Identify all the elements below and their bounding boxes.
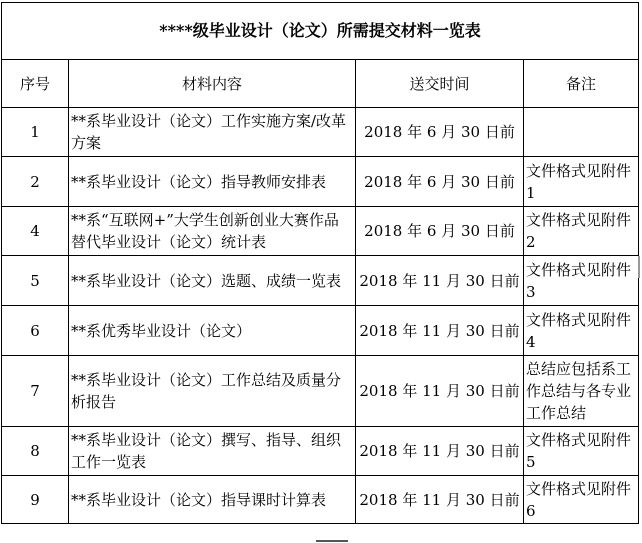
row-note: 总结应包括系工作总结与各专业工作总结: [524, 356, 639, 427]
row-note: 文件格式见附件 2: [524, 207, 639, 256]
table-title: ****级毕业设计（论文）所需提交材料一览表: [2, 3, 639, 60]
table-row: [2, 207, 639, 256]
row-deadline: 2018 年 11 月 30 日前: [356, 427, 524, 476]
header-row: [2, 60, 639, 108]
row-note: 文件格式见附件 6: [524, 476, 639, 524]
table-row: [2, 108, 639, 157]
row-seq: 9: [2, 476, 69, 524]
row-note: 文件格式见附件 3: [524, 256, 639, 306]
title-row: [2, 3, 639, 60]
header-deadline: 送交时间: [356, 60, 524, 108]
row-material: **系毕业设计（论文）工作实施方案/改革方案: [69, 108, 356, 157]
materials-table: [1, 2, 639, 524]
row-note: 文件格式见附件 1: [524, 157, 639, 207]
row-material: **系毕业设计（论文）工作总结及质量分析报告: [69, 356, 356, 427]
row-seq: 6: [2, 306, 69, 356]
table-row: [2, 356, 639, 427]
row-seq: 5: [2, 256, 69, 306]
table-row: [2, 256, 639, 306]
row-seq: 7: [2, 356, 69, 427]
table-row: [2, 306, 639, 356]
row-deadline: 2018 年 6 月 30 日前: [356, 207, 524, 256]
row-note: 文件格式见附件 5: [524, 427, 639, 476]
row-seq: 1: [2, 108, 69, 157]
row-material: **系毕业设计（论文）指导课时计算表: [69, 476, 356, 524]
header-material: 材料内容: [69, 60, 356, 108]
row-seq: 8: [2, 427, 69, 476]
row-note: 文件格式见附件 4: [524, 306, 639, 356]
row-material: **系毕业设计（论文）指导教师安排表: [69, 157, 356, 207]
row-seq: 4: [2, 207, 69, 256]
row-material: **系优秀毕业设计（论文）: [69, 306, 356, 356]
table-row: [2, 157, 639, 207]
row-material: **系“互联网+”大学生创新创业大赛作品替代毕业设计（论文）统计表: [69, 207, 356, 256]
page-edge-mark: [638, 256, 640, 278]
row-deadline: 2018 年 11 月 30 日前: [356, 476, 524, 524]
header-seq: 序号: [2, 60, 69, 108]
row-deadline: 2018 年 11 月 30 日前: [356, 306, 524, 356]
row-deadline: 2018 年 6 月 30 日前: [356, 108, 524, 157]
row-deadline: 2018 年 6 月 30 日前: [356, 157, 524, 207]
table-row: [2, 427, 639, 476]
row-note: [524, 108, 639, 157]
header-note: 备注: [524, 60, 639, 108]
row-material: **系毕业设计（论文）选题、成绩一览表: [69, 256, 356, 306]
row-deadline: 2018 年 11 月 30 日前: [356, 356, 524, 427]
table-row: [2, 476, 639, 524]
row-seq: 2: [2, 157, 69, 207]
row-deadline: 2018 年 11 月 30 日前: [356, 256, 524, 306]
page-bottom-mark: [316, 540, 348, 542]
row-material: **系毕业设计（论文）撰写、指导、组织工作一览表: [69, 427, 356, 476]
